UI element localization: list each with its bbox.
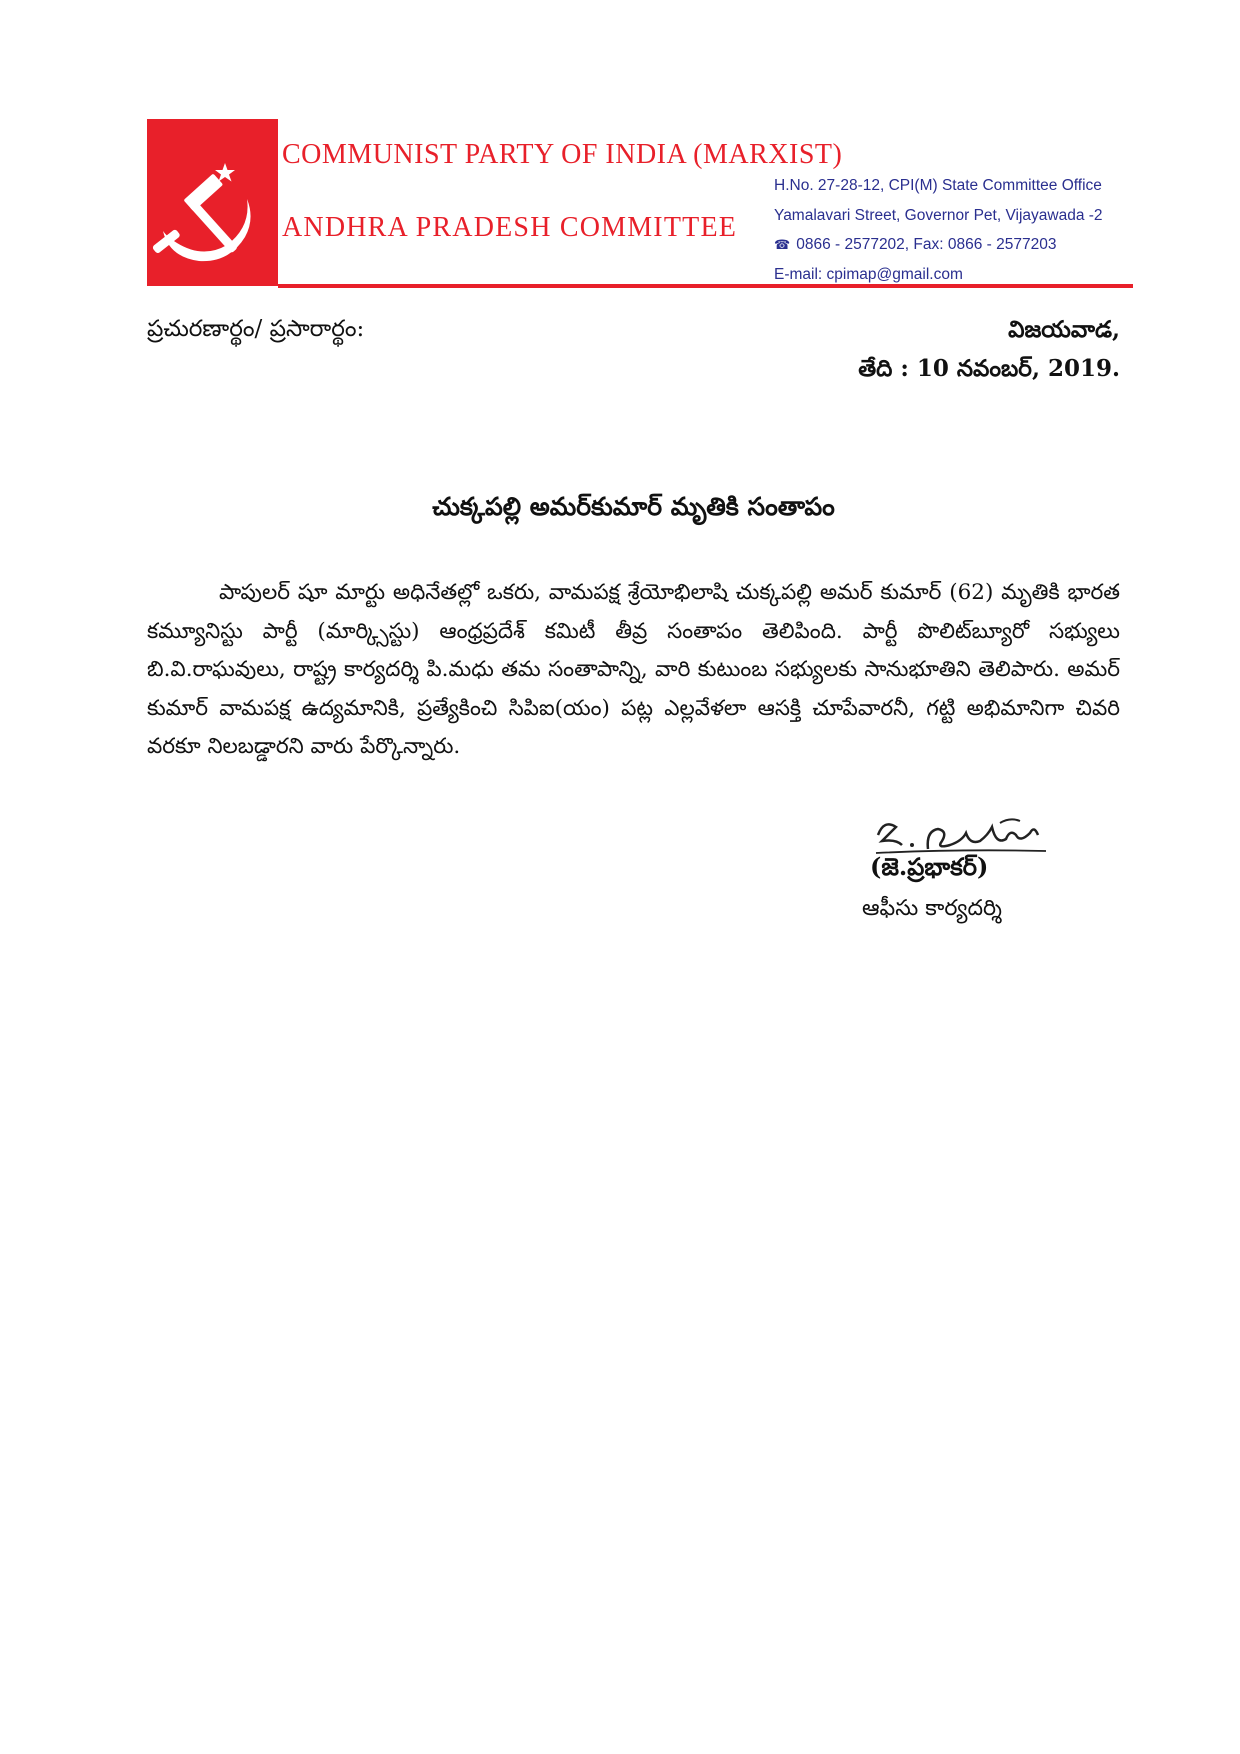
party-name: COMMUNIST PARTY OF INDIA (MARXIST) (282, 139, 843, 170)
signatory-name: (జె.ప్రభాకర్‌) (870, 852, 989, 881)
phone-fax-text: 0866 - 2577202, Fax: 0866 - 2577203 (796, 236, 1057, 253)
party-logo (147, 119, 278, 286)
phone-line (774, 230, 1103, 260)
letterhead (147, 119, 1133, 289)
for-publication-label: ప్రచురణార్థం/ ప్రసారార్థం: (147, 316, 365, 342)
contact-block (774, 171, 1103, 289)
hammer-sickle-icon (147, 119, 278, 286)
handwritten-signature (870, 805, 1050, 857)
letterhead-rule (278, 284, 1133, 288)
body-paragraph: పాపులర్‌ షూ మార్టు అధినేతల్లో ఒకరు, వామపక్ష శ్రేయోభిలాషి చుక్కపల్లి అమర్‌ కుమార్‌ (62) మృతికి భారత కమ్యూనిస్టు పార్టీ (మార్క్సిస్టు) ఆంధ్రప్రదేశ్‌ కమిటీ తీవ్ర సంతాపం తెలిపింది. పార్టీ పొలిట్‌బ్యూరో సభ్యులు బి.వి.రాఘవులు, రాష్ట్ర కార్యదర్శి పి.మధు తమ సంతాపాన్ని, వారి కుటుంబ సభ్యులకు సానుభూతిని తెలిపారు. అమర్‌ కుమార్‌ వామపక్ష ఉద్యమానికి, ప్రత్యేకించి సిపిఐ(యం) పట్ల ఎల్లవేళలా ఆసక్తి చూపేవారనీ, గట్టి అభిమానిగా చివరి వరకూ నిలబడ్డారని వారు పేర్కొన్నారు. (147, 580, 1120, 759)
date: తేది : 10 నవంబర్‌, 2019. (858, 355, 1120, 382)
headline: చుక్కపల్లి అమర్‌కుమార్‌ మృతికి సంతాపం (432, 492, 835, 521)
address-line-2: Yamalavari Street, Governor Pet, Vijayawada -2 (774, 206, 1103, 224)
address-line-1: H.No. 27-28-12, CPI(M) State Committee Office (774, 177, 1102, 194)
email-line: E-mail: cpimap@gmail.com (774, 265, 963, 283)
committee-name: ANDHRA PRADESH COMMITTEE (282, 212, 738, 243)
place: విజయవాడ, (1008, 316, 1120, 343)
phone-icon: ☎ (774, 237, 791, 252)
signatory-title: ఆఫీసు కార్యదర్శి (862, 896, 1002, 921)
